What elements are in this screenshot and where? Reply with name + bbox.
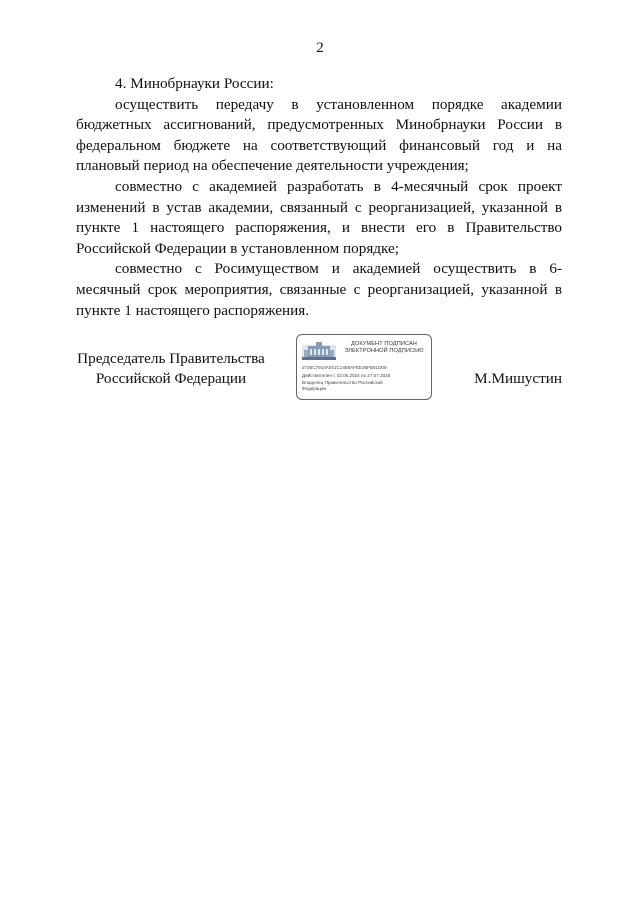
signer-name: М.Мишустин	[474, 370, 562, 387]
page-number: 2	[316, 40, 324, 56]
paragraph: осуществить передачу в установленном порядке академии бюджетных ассигнований, предусмотренных Минобрнауки России в федеральном бюджете на соответствующий финансовый год и на плановый период на обеспечение деятельности учреждения;	[76, 95, 562, 175]
paragraph: совместно с академией разработать в 4-месячный срок проект изменений в устав академии, связанный с реорганизацией, указанной в пункте 1 настоящего распоряжения, и внести его в Правительство Российской Федерации в установленном порядке;	[76, 177, 562, 257]
stamp-title	[337, 341, 431, 355]
stamp-title-line2: ЭЛЕКТРОННОЙ ПОДПИСЬЮ	[344, 348, 424, 355]
stamp-owner-line2: Федерации	[302, 386, 327, 391]
paragraph: совместно с Росимуществом и академией осуществить в 6-месячный срок мероприятия, связанные с реорганизацией, указанной в пункте 1 настоящего распоряжения.	[76, 260, 562, 319]
stamp-owner-line1: Владелец Правительство Российской	[302, 380, 383, 385]
paragraph-heading: 4. Минобрнауки России:	[115, 75, 274, 92]
government-building-icon	[302, 341, 336, 361]
stamp-certificate: 2726C7910A041C1458AFEE36FB61D09	[302, 365, 387, 370]
signer-position	[76, 349, 266, 389]
stamp-title-line1: ДОКУМЕНТ ПОДПИСАН	[351, 341, 417, 347]
signer-position-line1: Председатель Правительства	[77, 350, 265, 367]
electronic-signature-stamp	[296, 334, 432, 400]
document-body	[76, 74, 562, 321]
signer-position-line2: Российской Федерации	[95, 370, 247, 387]
stamp-validity: Действителен с 03.05.2024 по 27.07.2025	[302, 373, 391, 378]
